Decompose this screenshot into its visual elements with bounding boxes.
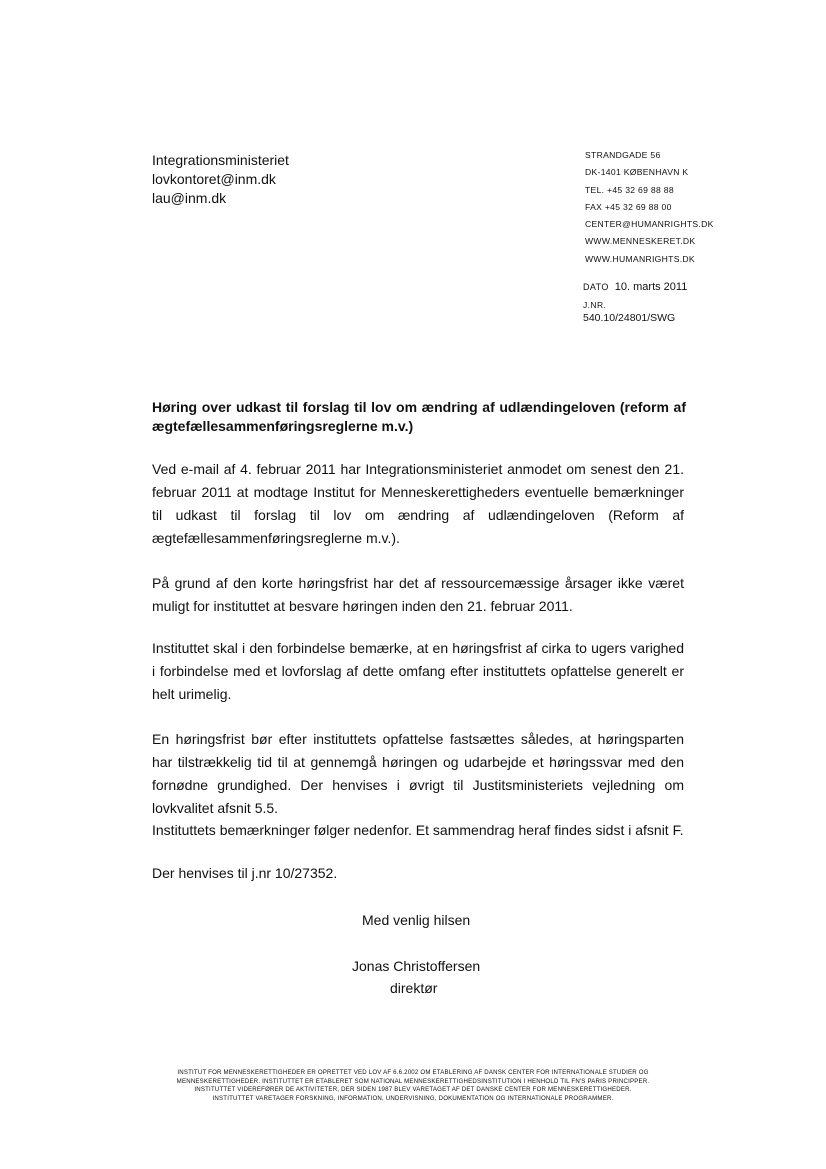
date-value: 10. marts 2011 <box>614 281 688 293</box>
body-paragraph: Instituttets bemærkninger følger nedenfor. Et sammendrag heraf findes sidst i afsnit F. <box>152 822 684 838</box>
body-paragraph: Der henvises til j.nr 10/27352. <box>152 865 338 881</box>
signatory-title: direktør <box>390 980 438 996</box>
signatory-name: Jonas Christoffersen <box>352 958 481 974</box>
sender-email[interactable]: CENTER@HUMANRIGHTS.DK <box>585 219 714 230</box>
sender-address-block <box>585 147 714 268</box>
footer-line: INSTITUTTET VARETAGER FORSKNING, INFORMATION, UNDERVISNING, DOKUMENTATION OG INTERNATIONALE PROGRAMMER. <box>212 1094 614 1102</box>
recipient-name: Integrationsministeriet <box>152 152 289 168</box>
letter-subject: Høring over udkast til forslag til lov om ændring af udlændingeloven (reform af ægtefællesammenføringsreglerne m.v.) <box>152 399 686 434</box>
recipient-email[interactable]: lau@inm.dk <box>152 190 227 206</box>
body-paragraph: En høringsfrist bør efter instituttets opfattelse fastsættes således, at høringsparten har tilstrækkelig tid til at gennemgå høringen og udarbejde et høringssvar med den fornødne grundighed. Der henvises i øvrigt til Justitsministeriets vejledning om lovkvalitet afsnit 5.5. <box>152 731 684 816</box>
body-paragraph: Instituttet skal i den forbindelse bemærke, at en høringsfrist af cirka to ugers varighed i forbindelse med et lovforslag af dette omfang efter instituttets opfattelse generelt er helt urimelig. <box>152 640 684 702</box>
journal-number-value: 540.10/24801/SWG <box>583 312 676 324</box>
recipient-address <box>152 151 289 208</box>
sender-website[interactable]: WWW.HUMANRIGHTS.DK <box>585 253 695 264</box>
footer-line: INSTITUTTET VIDEREFØRER DE AKTIVITETER, DER SIDEN 1987 BLEV VARETAGET AF DET DANSKE CENTER FOR MENNESKERETTIGHEDER. <box>194 1086 632 1094</box>
sender-website[interactable]: WWW.MENNESKERET.DK <box>585 236 696 247</box>
body-paragraph: På grund af den korte høringsfrist har det af ressourcemæssige årsager ikke været muligt for instituttet at besvare høringen inden den 21. februar 2011. <box>152 575 684 614</box>
sender-city: DK-1401 KØBENHAVN K <box>585 167 689 178</box>
sender-street: STRANDGADE 56 <box>585 150 661 160</box>
closing-greeting: Med venlig hilsen <box>362 912 471 928</box>
footer-line: INSTITUT FOR MENNESKERETTIGHEDER ER OPRETTET VED LOV AF 6.6.2002 OM ETABLERING AF DANSK CENTER FOR INTERNATIONALE STUDIER OG <box>177 1069 649 1076</box>
date-label: DATO <box>583 282 609 292</box>
sender-fax: FAX +45 32 69 88 00 <box>585 201 672 212</box>
footer-line: MENNESKERETTIGHEDER. INSTITUTTET ER ETABLERET SOM NATIONAL MENNESKERETTIGHEDSINSTITUTION I HENHOLD TIL FN'S PARIS PRINCIPPER. <box>176 1077 650 1085</box>
date-line <box>583 281 687 294</box>
recipient-email[interactable]: lovkontoret@inm.dk <box>152 171 276 187</box>
footer-legal-text <box>150 1069 676 1103</box>
journal-number-label: J.NR. <box>583 300 607 310</box>
sender-phone: TEL. +45 32 69 88 88 <box>585 184 674 195</box>
body-paragraph: Ved e-mail af 4. februar 2011 har Integrationsministeriet anmodet om senest den 21. februar 2011 at modtage Institut for Menneskerettigheders eventuelle bemærkninger til udkast til forslag til lov om ændring af udlændingeloven (Reform af ægtefællesammenføringsreglerne m.v.). <box>152 461 684 546</box>
